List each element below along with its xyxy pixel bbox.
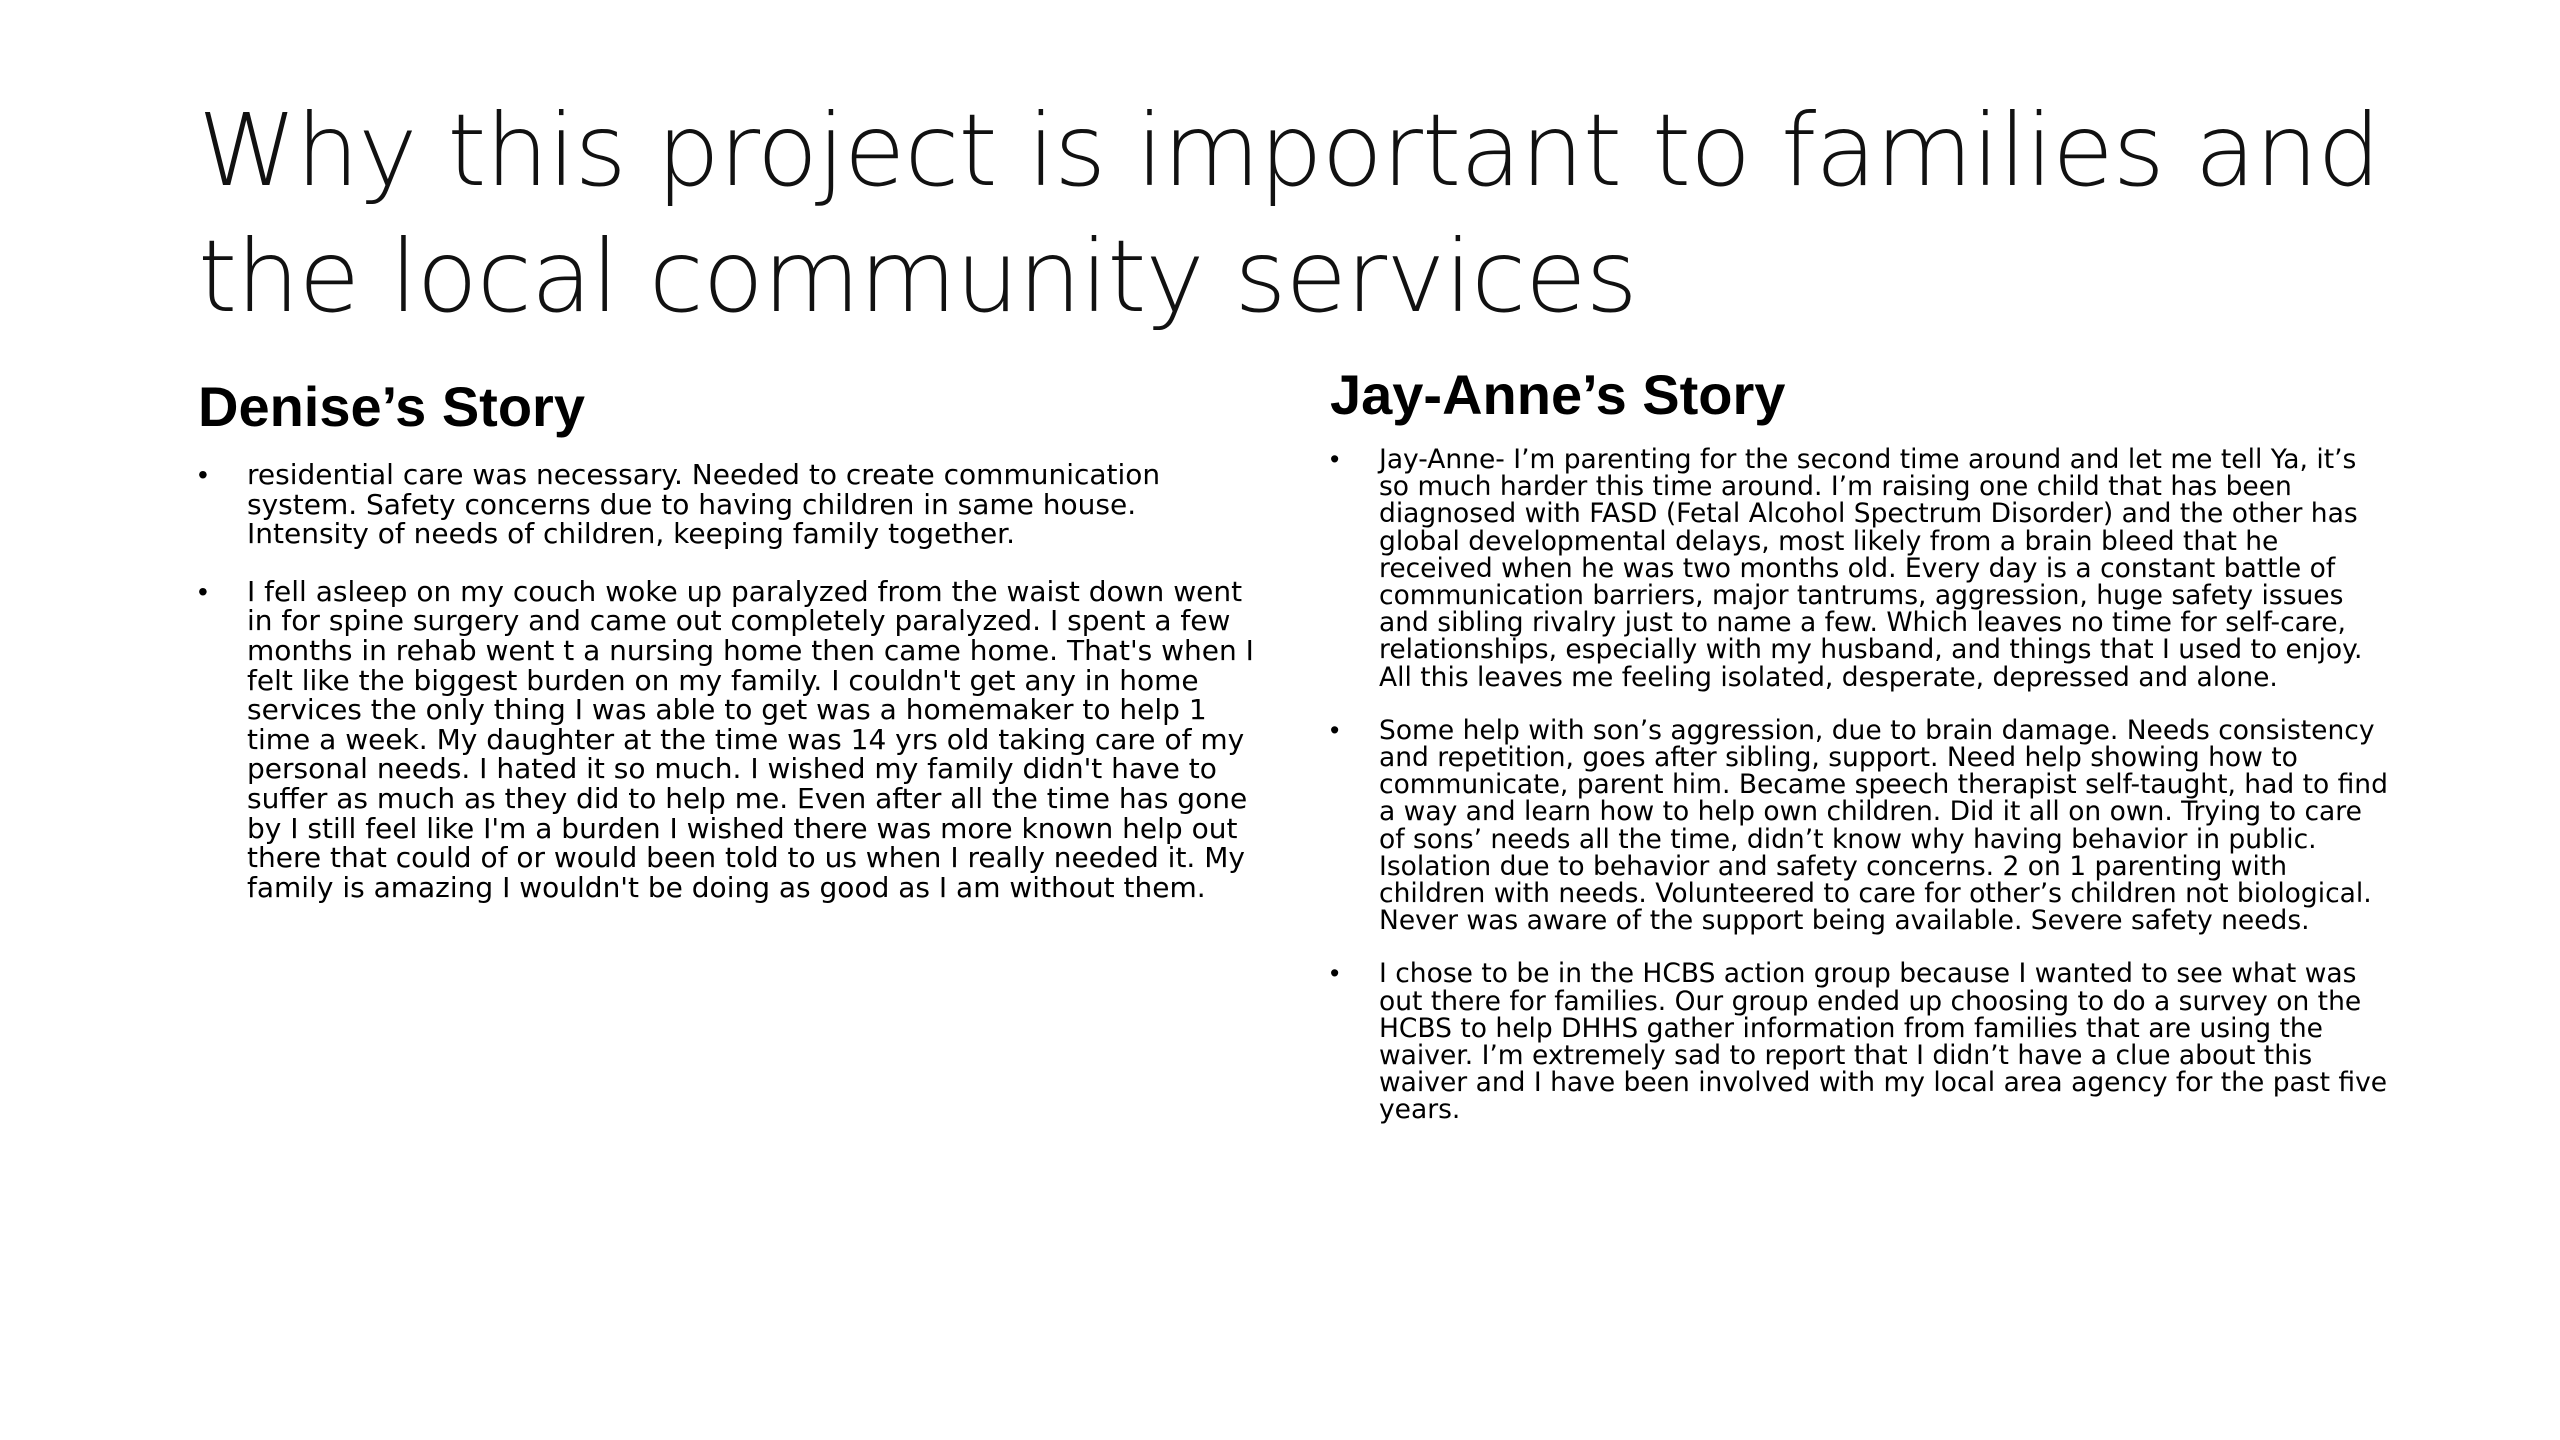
list-item — [1330, 958, 2390, 1126]
bullet-icon: • — [1330, 444, 1340, 474]
bullet-icon: • — [1330, 714, 1340, 745]
story-text: I chose to be in the HCBS action group because I wanted to see what was out there for families. Our group ended up choosing to do a survey on the HCBS to help DHHS gather information from families that are using the waiver. I’m extremely sad to report that I didn’t have a clue about this waiver and I have been involved with my local area agency for the past five years. — [1379, 958, 2388, 1126]
list-item — [1330, 446, 2390, 691]
bullet-icon: • — [198, 575, 208, 607]
denise-story-heading: Denise’s Story — [198, 375, 585, 438]
list-item — [198, 574, 1258, 904]
story-text: I fell asleep on my couch woke up paralyzed from the waist down went in for spine surgery and came out completely paralyzed. I spent a few months in rehab went t a nursing home then came home. That's when I felt like the biggest burden on my family. I couldn't get any in home services the only thing I was able to get was a homemaker to help 1 time a week. My daughter at the time was 14 yrs old taking care of my personal needs. I hated it so much. I wished my family didn't have to suffer as much as they did to help me. Even after all the time has gone by I still feel like I'm a burden I wished there was more known help out there that could of or would been told to us when I really needed it. My family is amazing I wouldn't be doing as good as I am without them. — [247, 574, 1254, 904]
list-item — [198, 460, 1258, 549]
story-text: residential care was necessary. Needed to create communication system. Safety concerns due to having children in same house. Intensity of needs of children, keeping family together. — [247, 458, 1161, 551]
denise-story-list — [198, 460, 1258, 930]
jay-anne-story-list — [1330, 446, 2390, 1150]
jay-anne-story-heading: Jay-Anne’s Story — [1330, 363, 1786, 426]
bullet-icon: • — [198, 459, 208, 490]
story-text: Jay-Anne- I’m parenting for the second time around and let me tell Ya, it’s so much harder this time around. I’m raising one child that has been diagnosed with FASD (Fetal Alcohol Spectrum Disorder) and the other has global developmental delays, most likely from a brain bleed that he received when he was two months old. Every day is a constant battle of communication barriers, major tantrums, aggression, huge safety issues and sibling rivalry just to name a few. Which leaves no time for self-care, relationships, especially with my husband, and things that I used to enjoy. All this leaves me feeling isolated, desperate, depressed and alone. — [1379, 444, 2363, 693]
slide-title: Why this project is important to families and the local community services — [198, 92, 2380, 335]
list-item — [1330, 714, 2390, 937]
bullet-icon: • — [1330, 958, 1340, 989]
story-text: Some help with son’s aggression, due to brain damage. Needs consistency and repetition, goes after sibling, support. Need help showing how to communicate, parent him. Became speech therapist self-taught, had to find a way and learn how to help own children. Did it all on own. Trying to care of sons’ needs all the time, didn’t know why having behavior in public. Isolation due to behavior and safety concerns. 2 on 1 parenting with children with needs. Volunteered to care for other’s children not biological. Never was aware of the support being available. Severe safety needs. — [1379, 714, 2388, 937]
